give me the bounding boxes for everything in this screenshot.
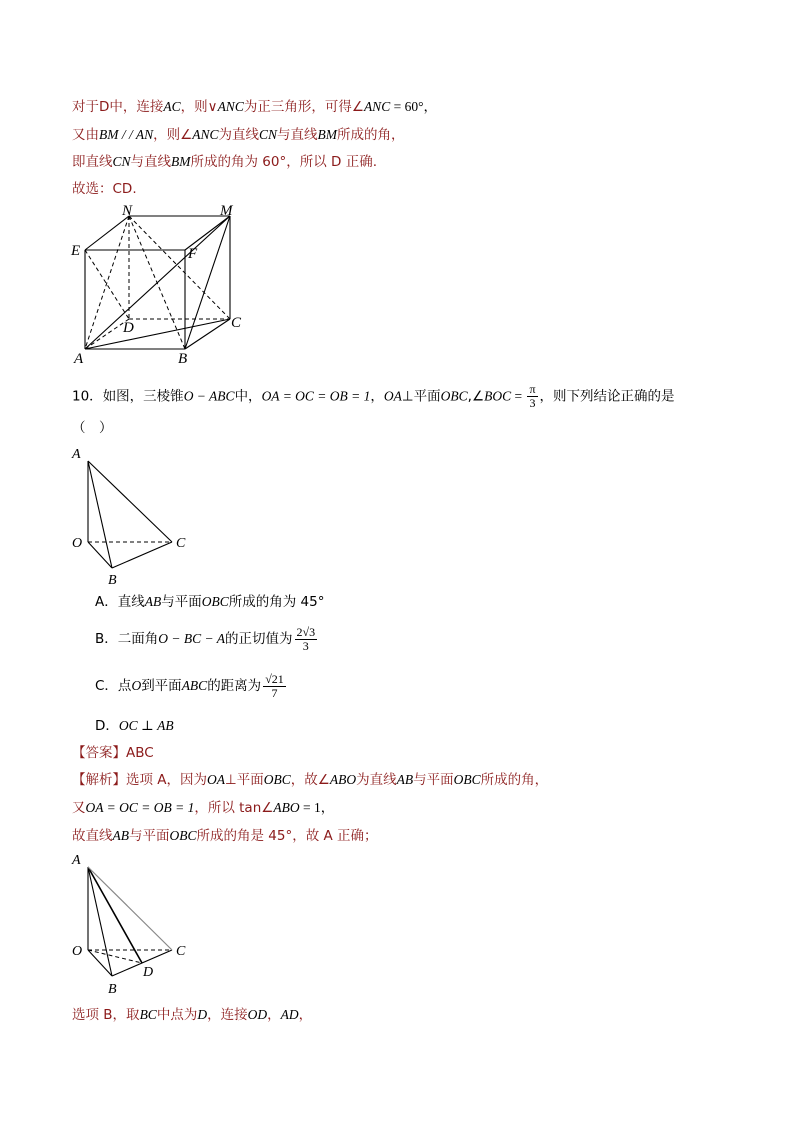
proof-d-line-3: 即直线CN与直线BM所成的角为 60°，所以 D 正确. — [72, 154, 378, 170]
proof-d-line-1: 对于D中，连接AC，则∨ANC为正三角形，可得∠ANC = 60°， — [72, 99, 437, 115]
fraction-sqrt21-over-7: $\frac{√21}{7}$ — [265, 671, 284, 700]
cube-label-f: F — [188, 246, 198, 262]
proof-d-conclusion: 故选：CD. — [72, 181, 137, 197]
cube-label-m: M — [220, 203, 233, 219]
cube-label-e: E — [71, 243, 81, 259]
pyr2-label-d: D — [143, 965, 154, 980]
analysis-line-2: 又OA = OC = OB = 1，所以 tan∠ABO = 1， — [72, 800, 335, 816]
fraction-2sqrt3-over-3: $\frac{2√3}{3}$ — [296, 624, 316, 653]
option-a: A．直线AB与平面OBC所成的角为 45° — [95, 594, 325, 610]
cube-figure — [70, 203, 250, 368]
pyr2-label-o: O — [72, 944, 83, 959]
cube-label-d: D — [123, 320, 134, 336]
answer-line — [72, 744, 154, 762]
pyr1-label-a: A — [72, 447, 81, 462]
pyr2-label-c: C — [176, 944, 186, 959]
fraction-pi-over-3: $\frac{\pi}{3}$ — [529, 382, 536, 410]
question-10-paren: （ ） — [72, 420, 113, 436]
proof-d-line-2: 又由BM / / AN，则∠ANC为直线CN与直线BM所成的角， — [72, 127, 405, 143]
cube-label-c: C — [231, 315, 242, 331]
analysis-line-3: 故直线AB与平面OBC所成的角是 45°，故 A 正确； — [72, 828, 378, 844]
cube-label-n: N — [122, 203, 133, 219]
cube-label-a: A — [74, 351, 84, 367]
pyr1-label-c: C — [176, 536, 186, 551]
pyr2-label-a: A — [72, 853, 81, 868]
cube-label-b: B — [178, 351, 188, 367]
analysis-line-1: 【解析】选项 A，因为OA⊥平面OBC，故∠ABO为直线AB与平面OBC所成的角， — [72, 772, 549, 788]
pyr2-label-b: B — [108, 982, 117, 997]
option-d: D．OC ⊥ AB — [95, 718, 174, 734]
option-c: C．点O到平面ABC的距离为 $\frac{√21}{7}$ — [95, 671, 284, 700]
pyr1-label-b: B — [108, 573, 117, 588]
pyramid-figure-2 — [68, 850, 198, 998]
option-b: B．二面角O − BC − A的正切值为 $\frac{2√3}{3}$ — [95, 624, 316, 653]
answer-value: ABC — [126, 745, 154, 761]
answer-tag: 【答案】 — [72, 745, 126, 761]
pyr1-label-o: O — [72, 536, 83, 551]
question-10-stem: 10．如图，三棱锥O − ABC中，OA = OC = OB = 1，OA⊥平面OBC,∠BOC = $\frac{\pi}{3}$ ，则下列结论正确的是 — [72, 382, 675, 410]
analysis-line-4: 选项 B，取BC中点为D，连接OD，AD， — [72, 1007, 313, 1023]
pyramid-figure-1 — [68, 444, 198, 589]
